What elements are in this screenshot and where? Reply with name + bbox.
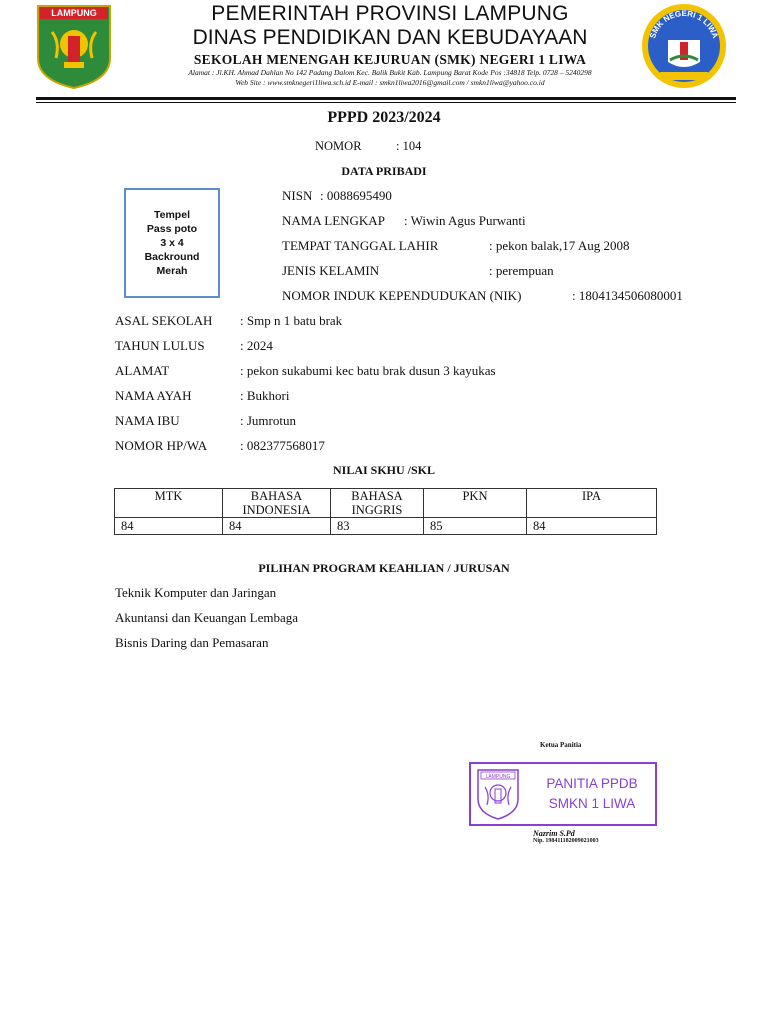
jenis-kelamin-value: : perempuan	[489, 263, 554, 278]
header-divider-thin	[36, 102, 736, 103]
header-school-name: SEKOLAH MENENGAH KEJURUAN (SMK) NEGERI 1 LIWA	[193, 52, 587, 67]
ttl-value: : pekon balak,17 Aug 2008	[489, 238, 630, 253]
signer-name: Nazrim S.Pd	[533, 829, 575, 838]
stamp-line-panitia: PANITIA PPDB	[546, 776, 638, 791]
header-department: DINAS PENDIDIKAN DAN KEBUDAYAAN	[192, 26, 588, 49]
nisn-label: NISN	[282, 188, 313, 203]
stamp-text	[533, 774, 651, 814]
nilai-value-pkn: 85	[424, 518, 527, 535]
jurusan-item: Bisnis Daring dan Pemasaran	[115, 635, 269, 650]
photo-text-line: Backround	[144, 251, 200, 264]
tahun-lulus-label: TAHUN LULUS	[115, 338, 205, 353]
photo-text-line: 3 x 4	[160, 236, 184, 249]
nik-label: NOMOR INDUK KEPENDUDUKAN (NIK)	[282, 288, 522, 303]
nilai-header-pkn: PKN	[424, 489, 527, 518]
lampung-crest-logo	[34, 2, 114, 90]
nomor-label: NOMOR	[315, 139, 362, 153]
nomor-value: : 104	[396, 139, 422, 153]
jurusan-heading: PILIHAN PROGRAM KEAHLIAN / JURUSAN	[258, 561, 510, 575]
nisn-value: : 0088695490	[320, 188, 392, 203]
header-government: PEMERINTAH PROVINSI LAMPUNG	[211, 2, 569, 25]
nilai-header-row	[115, 489, 657, 518]
nilai-header-mtk: MTK	[115, 489, 223, 518]
nik-value: : 1804134506080001	[572, 288, 683, 303]
nama-lengkap-value: : Wiwin Agus Purwanti	[404, 213, 526, 228]
document-title: PPPD 2023/2024	[327, 109, 441, 126]
header-divider-thick	[36, 97, 736, 100]
nama-ibu-value: : Jumrotun	[240, 413, 296, 428]
nilai-heading: NILAI SKHU /SKL	[332, 463, 436, 477]
ttl-label: TEMPAT TANGGAL LAHIR	[282, 238, 439, 253]
stamp-lampung-emblem-icon	[475, 767, 521, 821]
nilai-value-ipa: 84	[527, 518, 657, 535]
nama-ayah-value: : Bukhori	[240, 388, 290, 403]
alamat-value: : pekon sukabumi kec batu brak dusun 3 kayukas	[240, 363, 496, 378]
alamat-label: ALAMAT	[115, 363, 170, 378]
stamp-logo-text: LAMPUNG	[485, 774, 511, 780]
asal-sekolah-value: : Smp n 1 batu brak	[240, 313, 343, 328]
photo-text-line: Merah	[156, 265, 188, 278]
signer-nip: Nip. 198411182009021003	[533, 838, 599, 844]
nilai-value-bahasa-indonesia: 84	[223, 518, 331, 535]
photo-text-line: Pass poto	[146, 222, 198, 235]
data-pribadi-heading: DATA PRIBADI	[341, 164, 427, 178]
nama-ibu-label: NAMA IBU	[115, 413, 180, 428]
smk-logo-text: SMK NEGERI 1 LIWA	[648, 8, 720, 40]
nilai-value-mtk: 84	[115, 518, 223, 535]
nilai-table	[114, 488, 657, 535]
nilai-header-bahasa-indonesia: BAHASA INDONESIA	[223, 489, 331, 518]
asal-sekolah-label: ASAL SEKOLAH	[115, 313, 213, 328]
tahun-lulus-value: : 2024	[240, 338, 273, 353]
nilai-header-ipa: IPA	[527, 489, 657, 518]
nomor-hp-label: NOMOR HP/WA	[115, 438, 208, 453]
lampung-logo-text: LAMPUNG	[51, 8, 97, 18]
jenis-kelamin-label: JENIS KELAMIN	[282, 263, 380, 278]
header-address: Alamat : Jl.KH. Ahmad Dahlan No 142 Padang Dalom Kec. Balik Bukit Kab. Lampung Barat Kode Pos :34818 Telp. 0728 – 5240298	[188, 68, 592, 77]
stamp-line-smkn: SMKN 1 LIWA	[548, 796, 636, 811]
nama-ayah-label: NAMA AYAH	[115, 388, 192, 403]
photo-placeholder	[124, 188, 220, 298]
jurusan-item: Akuntansi dan Keuangan Lembaga	[115, 610, 299, 625]
photo-text-line: Tempel	[154, 208, 190, 221]
signature-title: Ketua Panitia	[540, 741, 582, 749]
jurusan-item: Teknik Komputer dan Jaringan	[115, 585, 277, 600]
nilai-value-row	[115, 518, 657, 535]
nilai-header-bahasa-inggris: BAHASA INGGRIS	[331, 489, 424, 518]
header-website-email: Web Site : www.smknegeri1liwa.sch.id E-mail : smkn1liwa2016@gmail.com / smkn1liwa@yahoo.co.id	[235, 78, 545, 87]
nilai-value-bahasa-inggris: 83	[331, 518, 424, 535]
nama-lengkap-label: NAMA LENGKAP	[282, 213, 385, 228]
nomor-hp-value: : 082377568017	[240, 438, 325, 453]
